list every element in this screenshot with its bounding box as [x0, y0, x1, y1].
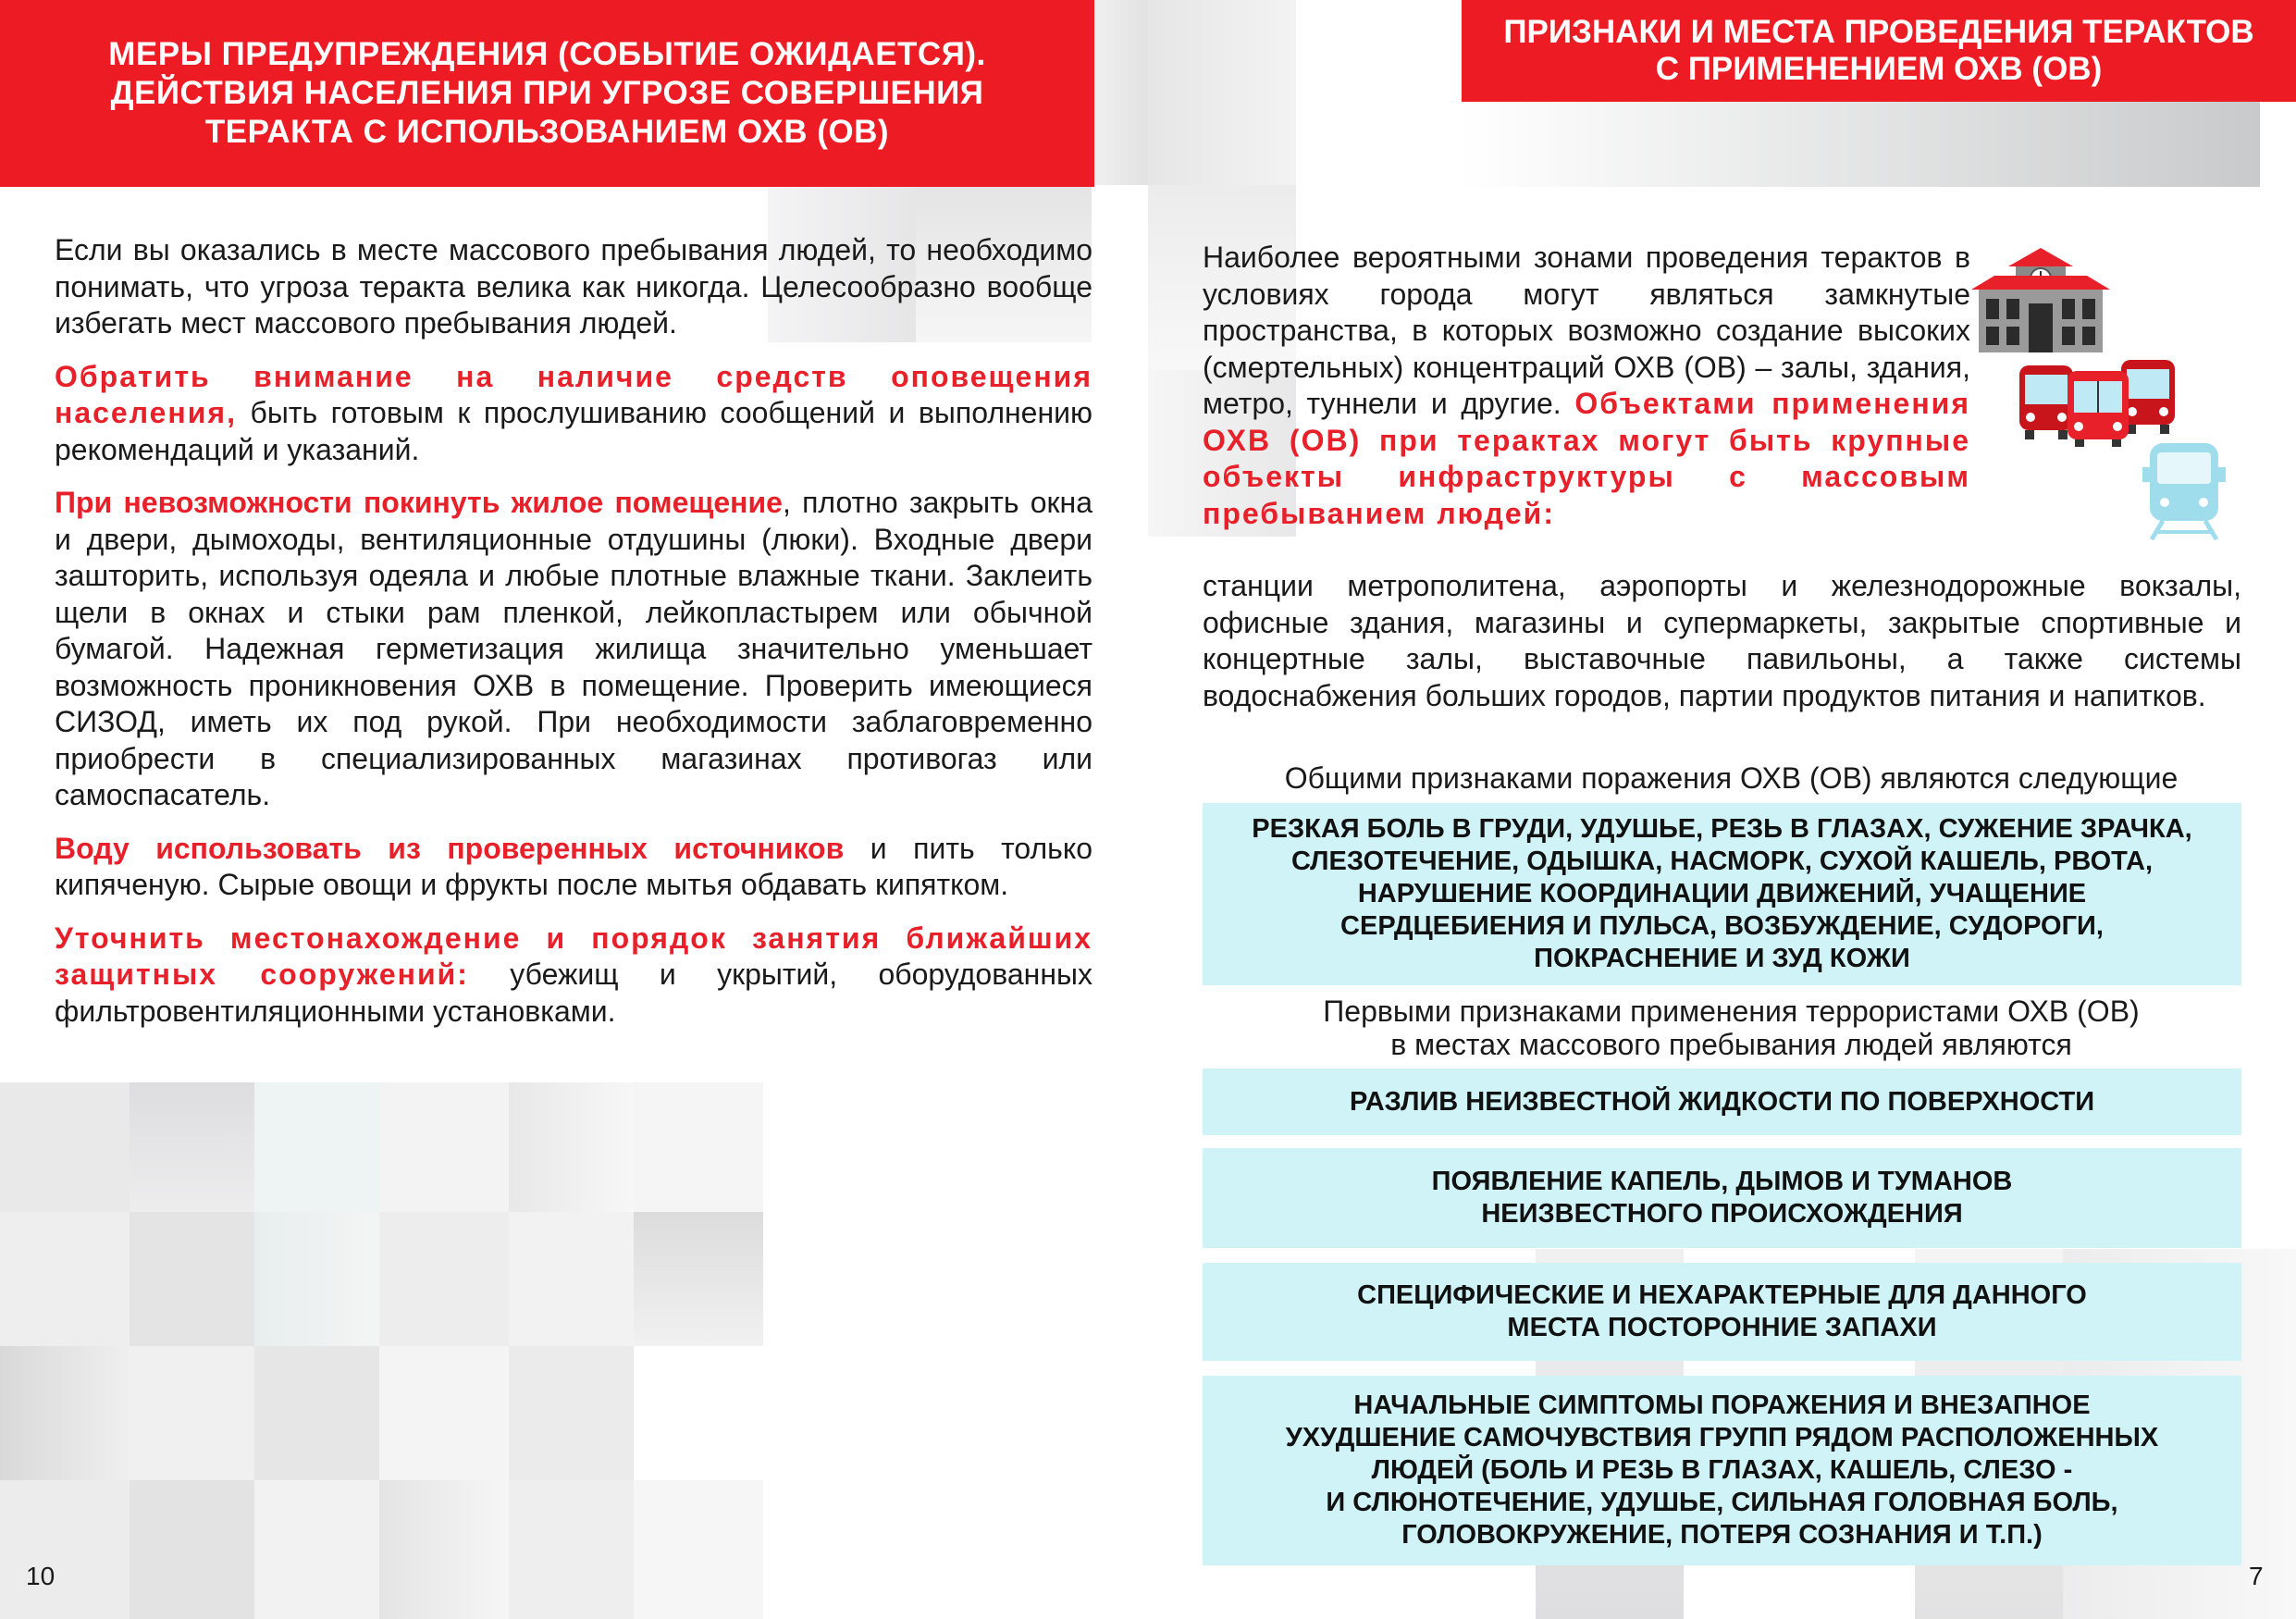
page-number-right: 7	[2249, 1562, 2264, 1590]
buses-icon	[2018, 356, 2179, 449]
right-intro-wide	[1203, 568, 2241, 714]
header-shade	[1462, 102, 2260, 187]
sign-symptoms-box: НАЧАЛЬНЫЕ СИМПТОМЫ ПОРАЖЕНИЯ И ВНЕЗАПНОЕ УХУДШЕНИЕ САМОЧУВСТВИЯ ГРУПП РЯДОМ РАСПОЛОЖЕННЫХ ЛЮДЕЙ (БОЛЬ И РЕЗЬ В ГЛАЗАХ, КАШЕЛЬ, СЛЕЗО - И СЛЮНОТЕЧЕНИЕ, УДУШЬЕ, СИЛЬНАЯ ГОЛОВНАЯ БОЛЬ, ГОЛОВОКРУЖЕНИЕ, ПОТЕРЯ СОЗНАНИЯ И Т.П.)	[1203, 1376, 2241, 1565]
sign-drops-box: ПОЯВЛЕНИЕ КАПЕЛЬ, ДЫМОВ И ТУМАНОВ НЕИЗВЕСТНОГО ПРОИСХОЖДЕНИЯ	[1203, 1148, 2241, 1248]
caption-common-signs: Общими признаками поражения ОХВ (ОВ) являются следующие	[1284, 761, 2179, 795]
paragraph-avoid-crowds: Если вы оказались в месте массового пребывания людей, то необходимо понимать, что угроза теракта велика как никогда. Целесообразно вообще избегать мест массового пребывания людей.	[55, 233, 1092, 340]
station-building-icon	[1971, 248, 2110, 354]
right-intro-narrow	[1203, 240, 1970, 532]
left-header	[0, 0, 1094, 187]
caption-first-signs: Первыми признаками применения террористами ОХВ (ОВ) в местах массового пребывания людей являются	[1323, 995, 2140, 1061]
left-header-title: МЕРЫ ПРЕДУПРЕЖДЕНИЯ (СОБЫТИЕ ОЖИДАЕТСЯ). ДЕЙСТВИЯ НАСЕЛЕНИЯ ПРИ УГРОЗЕ СОВЕРШЕНИЯ ТЕРАКТА С ИСПОЛЬЗОВАНИЕМ ОХВ (ОВ)	[108, 36, 986, 150]
intro-objects-red: Объектами применения ОХВ (ОВ) при терактах могут быть крупные объекты инфраструктуры с массовым пребыванием людей:	[1203, 387, 1971, 530]
train-icon	[2142, 439, 2226, 541]
right-header	[1462, 0, 2296, 102]
intro-zones-text: Наиболее вероятными зонами проведения терактов в условиях города могут являться замкнутые пространства, в которых возможно создание высоких (смертельных) концентраций ОХВ (ОВ) – залы, здания, метро, туннели и другие.	[1203, 241, 1970, 420]
right-page	[1148, 0, 2296, 1619]
paragraph-shelters: Уточнить местонахождение и порядок занятия ближайших защитных сооружений: убежищ и укрытий, оборудованных фильтровентиляционными установками.	[55, 921, 1093, 1028]
right-header-title: ПРИЗНАКИ И МЕСТА ПРОВЕДЕНИЯ ТЕРАКТОВ С ПРИМЕНЕНИЕМ ОХВ (ОВ)	[1503, 14, 2254, 87]
sign-smells-box: СПЕЦИФИЧЕСКИЕ И НЕХАРАКТЕРНЫЕ ДЛЯ ДАННОГО МЕСТА ПОСТОРОННИЕ ЗАПАХИ	[1203, 1263, 2241, 1361]
paragraph-alert-systems: Обратить внимание на наличие средств оповещения населения, быть готовым к прослушиванию сообщений и выполнению рекомендаций и указаний.	[55, 359, 1092, 466]
intro-objects-list: станции метрополитена, аэропорты и железнодорожные вокзалы, офисные здания, магазины и супермаркеты, закрытые спортивные и концертные залы, выставочные павильоны, а также системы водоснабжения больших городов, партии продуктов питания и напитков.	[1203, 569, 2241, 712]
page-number-left: 10	[26, 1562, 56, 1590]
sign-liquid-box: РАЗЛИВ НЕИЗВЕСТНОЙ ЖИДКОСТИ ПО ПОВЕРХНОСТИ	[1203, 1069, 2241, 1135]
paragraph-seal-home: При невозможности покинуть жилое помещение, плотно закрыть окна и двери, дымоходы, вентиляционные отдушины (люки). Входные двери зашторить, используя одеяла и любые плотные влажные ткани. Заклеить щели в окнах и стыки рам пленкой, лейкопластырем или обычной бумагой. Надежная герметизация жилища значительно уменьшает возможность проникновения ОХВ в помещение. Проверить имеющиеся СИЗОД, иметь их под рукой. При необходимости заблаговременно приобрести в специализированных магазинах противогаз или самоспасатель.	[55, 486, 1092, 811]
paragraph-water: Воду использовать из проверенных источников и пить только кипяченую. Сырые овощи и фрукты после мытья обдавать кипятком.	[55, 831, 1093, 901]
left-body	[55, 232, 1092, 1030]
symptoms-box: РЕЗКАЯ БОЛЬ В ГРУДИ, УДУШЬЕ, РЕЗЬ В ГЛАЗАХ, СУЖЕНИЕ ЗРАЧКА, СЛЕЗОТЕЧЕНИЕ, ОДЫШКА, НАСМОРК, СУХОЙ КАШЕЛЬ, РВОТА, НАРУШЕНИЕ КООРДИНАЦИИ ДВИЖЕНИЙ, УЧАЩЕНИЕ СЕРДЦЕБИЕНИЯ И ПУЛЬСА, ВОЗБУЖДЕНИЕ, СУДОРОГИ, ПОКРАСНЕНИЕ И ЗУД КОЖИ	[1203, 803, 2241, 985]
